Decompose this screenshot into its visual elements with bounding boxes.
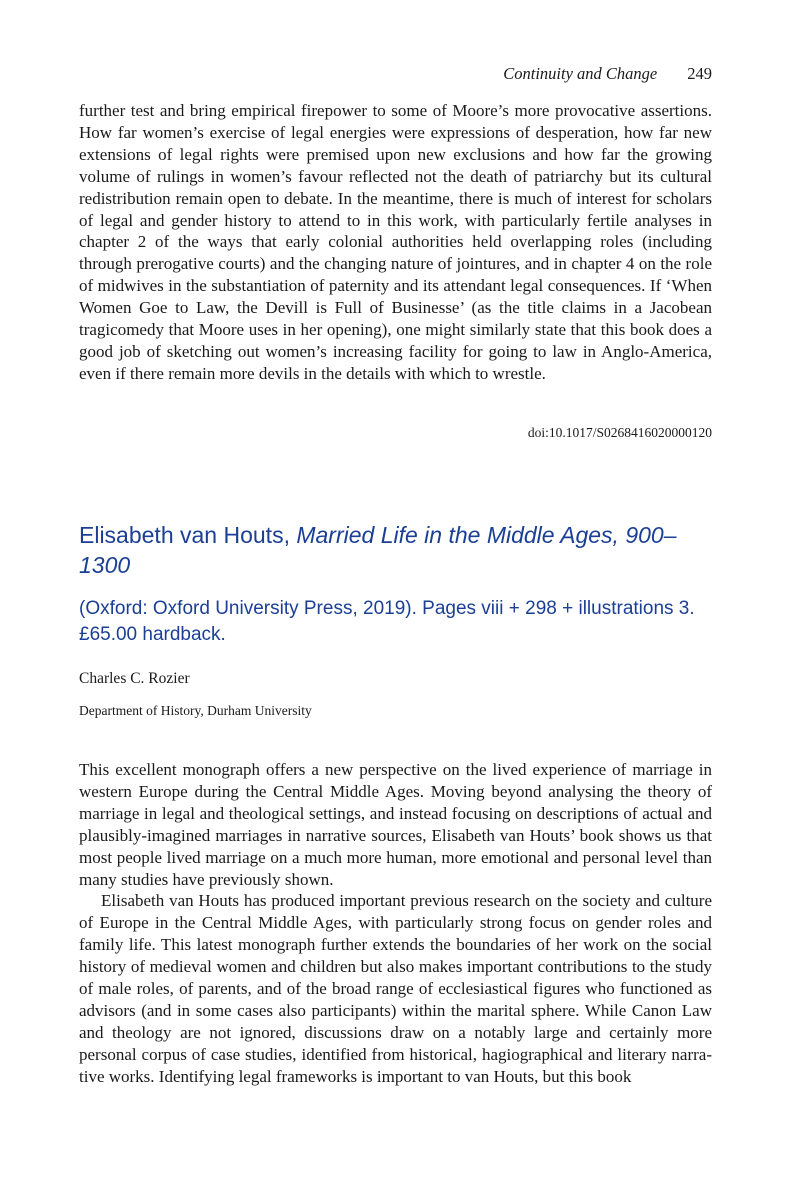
doi-link[interactable]: doi:10.1017/S0268416020000120 [527,425,712,440]
book-title: Married Life in the Middle Ages, 900–1300 [79,522,677,578]
reviewer-name: Charles C. Rozier [79,670,190,687]
running-head [503,64,712,84]
previous-review-ending [79,100,712,385]
publication-info: (Oxford: Oxford University Press, 2019). Pages viii + 298 + illustrations 3. £65.00 hardback. [79,598,695,645]
body-paragraph: further test and bring empirical firepower to some of Moore’s more provocative assertions. How far women’s exercise of legal energies were expressions of desperation, how far new extensions of legal rights were premised upon new exclusions and how far the growing volume of rulings in women’s favour reflected not the death of patriarchy but its cultural redistribution remain open to debate. In the meantime, there is much of interest for scholars of legal and gender history to attend to in this work, with particularly fertile analyses in chapter 2 of the ways that early colonial authorities held overlapping roles (including through prerogative courts) and the changing nature of jointures, and in chapter 4 on the role of midwives in the substantiation of paternity and its attendant legal consequences. If ‘When Women Goe to Law, the Devill is Full of Businesse’ (as the title claims in a Jacobean tragicomedy that Moore uses in her opening), one might similarly state that this book does a good job of sketching out women’s increasing facility for going to law in Anglo-America, even if there remain more devils in the details with which to wrestle. [79,101,712,383]
journal-title: Continuity and Change [503,64,658,83]
review-body [79,759,712,1088]
body-paragraph: This excellent monograph offers a new perspective on the lived experience of marriage in western Europe during the Central Middle Ages. Moving beyond analysing the theory of marriage in legal and theological settings, and instead focusing on descriptions of actual and plausibly-imagined marriages in narrative sources, Elisabeth van Houts’ book shows us that most people lived marriage on a much more human, more emotional and personal level than many studies have previously shown. [79,760,712,889]
body-paragraph: Elisabeth van Houts has produced important previous research on the society and culture of Europe in the Central Middle Ages, with particularly strong focus on gender roles and family life. This latest monograph further extends the boundaries of her work on the social history of medieval women and children but also makes important contributions to the study of male roles, of parents, and of the broad range of ecclesiastical figures who functioned as advisors (and in some cases also participants) within the marital sphere. While Canon Law and theology are not ignored, discussions draw on a notably large and certainly more personal corpus of case studies, identified from historical, hagiographical and literary narrative works. Identifying legal frameworks is important to van Houts, but this book [79,891,712,1086]
page-number: 249 [687,64,712,83]
reviewer-affiliation: Department of History, Durham University [79,703,312,718]
book-author: Elisabeth van Houts, [79,522,290,548]
review-heading [79,520,712,580]
